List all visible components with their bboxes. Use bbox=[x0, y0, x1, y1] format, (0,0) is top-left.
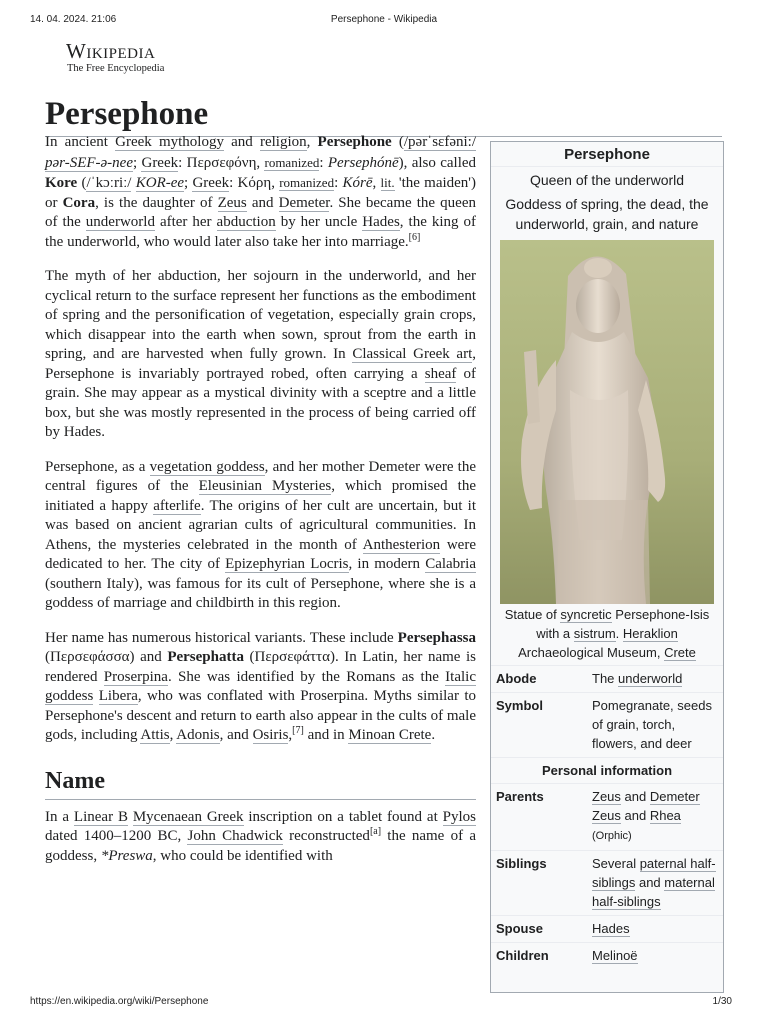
link-respelling-persephone[interactable]: pər-SEF-ə-nee bbox=[45, 154, 133, 171]
link-parent-demeter[interactable]: Demeter bbox=[649, 789, 700, 804]
link-pylos[interactable]: Pylos bbox=[442, 808, 476, 825]
bold-kore: Kore bbox=[45, 175, 78, 191]
link-greek[interactable]: Greek bbox=[141, 154, 179, 171]
infobox-table-personal bbox=[491, 783, 723, 969]
children-label: Children bbox=[491, 943, 587, 970]
link-parent-zeus[interactable]: Zeus bbox=[592, 789, 621, 804]
link-ipa-kore[interactable]: /ˈkɔːriː/ bbox=[86, 175, 132, 191]
link-greek-2[interactable]: Greek bbox=[192, 175, 230, 191]
link-underworld[interactable]: underworld bbox=[85, 214, 155, 230]
paragraph-myth: The myth of her abduction, her sojourn in the underworld, and her cyclical return to the surface represent her functions as the embodiment of spring and the personification of vegetation, especially grain crops, which disappear into the earth when sown, sprout from the earth in spring, and are harvested when fully grown. In Classical Greek art, Persephone is invariably portrayed robed, often carrying a sheaf of grain. She may appear as a mystical divinity with a sceptre and a little box, but she was mostly represented in the process of being carried off by Hades. bbox=[45, 268, 477, 440]
print-datetime: 14. 04. 2024. 21:06 bbox=[30, 14, 117, 25]
personal-information-header: Personal information bbox=[491, 757, 723, 783]
paragraph-variants: Her name has numerous historical variants. These include Persephassa (Περσεφάσσα) and Persephatta (Περσεφάττα). In Latin, her name is rendered Proserpina. She was identified by the Romans as the Italic goddess Libera, who was conflated with Proserpina. Myths similar to Persephone's descent and return to earth also appear in the cults of male gods, including Attis, Adonis, and Osiris,[7] and in Minoan Crete. bbox=[45, 629, 476, 743]
infobox-table bbox=[491, 665, 723, 757]
ref-6[interactable]: [6] bbox=[408, 231, 421, 243]
parents-value: Zeus and Demeter Zeus and Rhea (Orphic) bbox=[587, 784, 723, 851]
abode-label: Abode bbox=[491, 666, 587, 693]
link-hades[interactable]: Hades bbox=[362, 214, 400, 230]
link-romanized-2[interactable]: romanized bbox=[279, 175, 335, 190]
link-romanized[interactable]: romanized bbox=[264, 154, 320, 170]
link-parent-zeus-2[interactable]: Zeus bbox=[592, 808, 621, 823]
link-adonis[interactable]: Adonis bbox=[176, 727, 220, 743]
infobox-title: Persephone bbox=[491, 142, 723, 167]
print-page-title: Persephone - Wikipedia bbox=[330, 14, 438, 25]
link-anthesterion[interactable]: Anthesterion bbox=[362, 536, 441, 553]
link-john-chadwick[interactable]: John Chadwick bbox=[187, 828, 283, 844]
link-spouse-hades[interactable]: Hades bbox=[592, 921, 630, 936]
link-mycenaean-greek[interactable]: Mycenaean Greek bbox=[132, 808, 244, 825]
link-linear-b[interactable]: Linear B bbox=[73, 808, 128, 825]
infobox-row-children bbox=[491, 943, 723, 970]
wikipedia-logo[interactable] bbox=[66, 40, 164, 75]
link-crete[interactable]: Crete bbox=[664, 645, 696, 660]
link-sistrum[interactable]: sistrum bbox=[573, 626, 616, 641]
link-italic-goddess[interactable]: Italic goddess bbox=[45, 668, 476, 704]
infobox-row-siblings bbox=[491, 851, 723, 916]
link-minoan-crete[interactable]: Minoan Crete bbox=[348, 727, 432, 743]
link-respelling-kore[interactable]: KOR-ee bbox=[135, 175, 185, 191]
ref-a[interactable]: [a] bbox=[369, 826, 382, 837]
link-proserpina[interactable]: Proserpina bbox=[103, 668, 168, 685]
link-lit[interactable]: lit. bbox=[380, 175, 395, 190]
infobox-description: Goddess of spring, the dead, the underworld, grain, and nature bbox=[505, 196, 709, 232]
paragraph-name: In a Linear B Mycenaean Greek inscription on a tablet found at Pylos dated 1400–1200 BC, John Chadwick reconstructed[a] the name of a goddess, *Preswa, who could be identified with bbox=[45, 808, 476, 864]
siblings-label: Siblings bbox=[491, 851, 587, 916]
print-page-number: 1/30 bbox=[712, 996, 732, 1007]
logo-wordmark: Wikipedia bbox=[66, 39, 156, 63]
link-religion[interactable]: religion bbox=[259, 134, 307, 150]
link-classical-greek-art[interactable]: Classical Greek art bbox=[352, 346, 473, 362]
link-sheaf[interactable]: sheaf bbox=[424, 365, 457, 382]
image-caption: Statue of syncretic Persephone-Isis with a sistrum. Heraklion Archaeological Museum, Crete bbox=[504, 607, 710, 660]
link-eleusinian-mysteries[interactable]: Eleusinian Mysteries bbox=[198, 478, 332, 494]
link-zeus[interactable]: Zeus bbox=[217, 194, 247, 211]
bold-cora: Cora bbox=[62, 194, 96, 211]
link-attis[interactable]: Attis bbox=[140, 727, 170, 743]
print-footer bbox=[30, 996, 738, 1012]
link-osiris[interactable]: Osiris bbox=[252, 727, 289, 743]
link-libera[interactable]: Libera bbox=[98, 688, 138, 704]
spouse-value bbox=[587, 916, 723, 943]
infobox-row-parents bbox=[491, 784, 723, 851]
siblings-value: Several paternal half-siblings and maternal half-siblings bbox=[587, 851, 723, 916]
abode-value: The underworld bbox=[587, 666, 723, 693]
link-afterlife[interactable]: afterlife bbox=[153, 497, 201, 514]
infobox-row-abode bbox=[491, 666, 723, 693]
children-value bbox=[587, 943, 723, 970]
parents-label: Parents bbox=[491, 784, 587, 851]
link-demeter[interactable]: Demeter bbox=[278, 194, 330, 211]
link-parent-rhea[interactable]: Rhea bbox=[649, 808, 681, 823]
link-epizephyrian-locris[interactable]: Epizephyrian Locris bbox=[225, 556, 349, 572]
infobox-subtitle: Queen of the underworld bbox=[529, 172, 685, 188]
print-url: https://en.wikipedia.org/wiki/Persephone bbox=[30, 996, 209, 1007]
link-abduction[interactable]: abduction bbox=[216, 214, 276, 230]
link-heraklion[interactable]: Heraklion bbox=[622, 626, 678, 641]
infobox-row-spouse bbox=[491, 916, 723, 943]
infobox bbox=[490, 141, 724, 993]
bold-persephone: Persephone bbox=[317, 134, 392, 150]
link-abode-underworld[interactable]: underworld bbox=[618, 671, 683, 686]
orphic-note: (Orphic) bbox=[592, 830, 632, 842]
link-maternal-half-siblings[interactable]: maternal half-siblings bbox=[592, 875, 715, 909]
spouse-label: Spouse bbox=[491, 916, 587, 943]
infobox-row-symbol bbox=[491, 693, 723, 758]
link-vegetation-goddess[interactable]: vegetation goddess bbox=[149, 458, 265, 475]
link-child-melinoe[interactable]: Melinoë bbox=[592, 948, 638, 963]
statue-image[interactable] bbox=[500, 240, 714, 604]
link-paternal-half-siblings[interactable]: paternal half-siblings bbox=[592, 856, 716, 890]
symbol-label: Symbol bbox=[491, 693, 587, 758]
link-greek-mythology[interactable]: Greek mythology bbox=[115, 134, 224, 150]
article-body bbox=[45, 133, 476, 881]
link-ipa-persephone[interactable]: /pərˈsɛfəni:/ bbox=[403, 134, 476, 150]
page-title: Persephone bbox=[45, 94, 722, 137]
symbol-value: Pomegranate, seeds of grain, torch, flowers, and deer bbox=[587, 693, 723, 758]
section-heading-name: Name bbox=[45, 766, 476, 800]
link-syncretic[interactable]: syncretic bbox=[560, 607, 612, 622]
paragraph-cult: Persephone, as a vegetation goddess, and her mother Demeter were the central figures of the Eleusinian Mysteries, which promised the initiated a happy afterlife. The origins of her cult are uncertain, but it was based on ancient agrarian cults of agricultural communities. In Athens, the mysteries celebrated in the month of Anthesterion were dedicated to her. The city of Epizephyrian Locris, in modern Calabria (southern Italy), was famous for its cult of Persephone, where she is a goddess of marriage and childbirth in this region. bbox=[45, 458, 477, 611]
logo-tagline: The Free Encyclopedia bbox=[67, 63, 165, 74]
ref-7[interactable]: [7] bbox=[292, 725, 304, 736]
link-calabria[interactable]: Calabria bbox=[425, 556, 476, 572]
print-header bbox=[30, 14, 738, 30]
paragraph-intro: In ancient Greek mythology and religion, Persephone (/pərˈsɛfəni:/ pər-SEF-ə-nee; Greek: Περσεφόνη, romanized: Persephónē), also called Kore (/ˈkɔːriː/ KOR-ee; Greek: Κόρη, romanized: Kórē, lit. 'the maiden') or Cora, is the daughter of Zeus and Demeter. She became the queen of the underworld after her abduction by her uncle Hades, the king of the underworld, who would later also take her into marriage.[6] bbox=[45, 134, 477, 250]
